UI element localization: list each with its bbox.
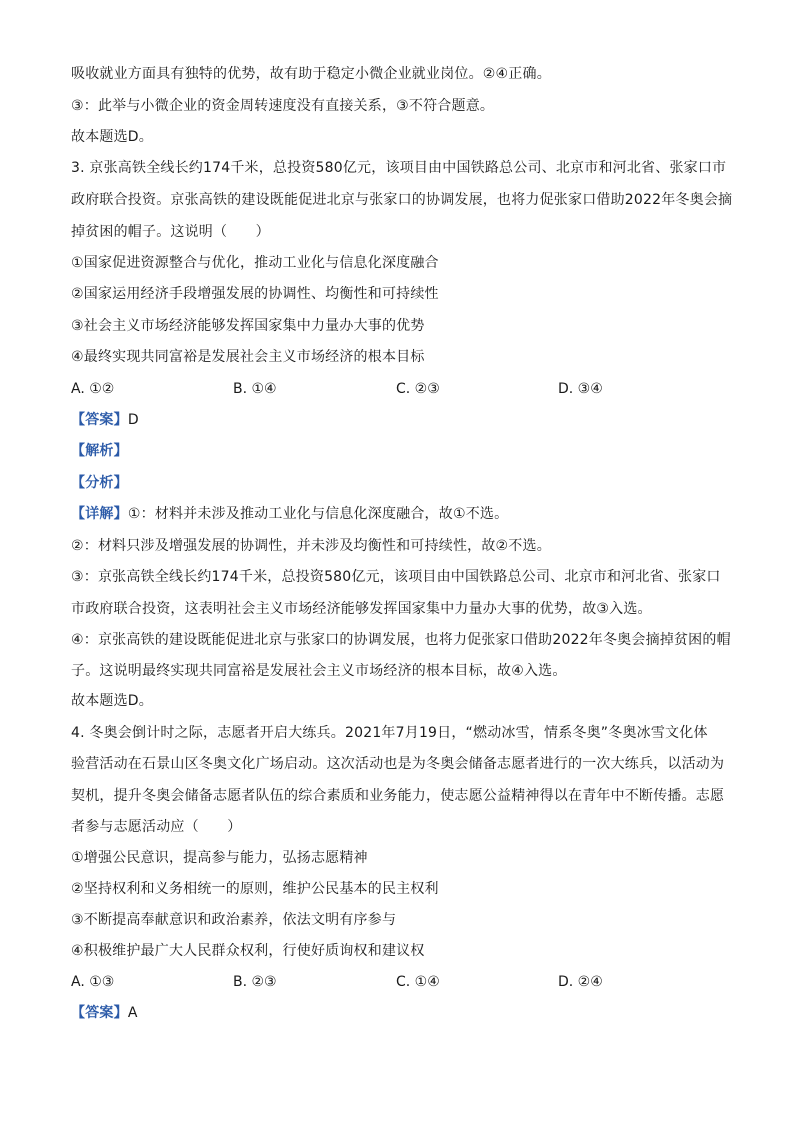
analysis-tag: 【解析】: [71, 443, 128, 459]
q4-options: [71, 972, 731, 992]
answer-tag: 【答案】: [71, 1005, 128, 1021]
q4-option-d: D. ②④: [558, 974, 603, 990]
intro-line: 吸收就业方面具有独特的优势，故有助于稳定小微企业就业岗位。②④正确。: [71, 66, 551, 82]
q3-stem-line: 3. 京张高铁全线长约174千米，总投资580亿元，该项目由中国铁路总公司、北京市和河北省、张家口市: [71, 160, 727, 176]
q4-option-b: B. ②③: [233, 974, 277, 990]
answer-value: A: [127, 1005, 138, 1021]
detail-tag: 【详解】: [71, 506, 128, 522]
q4-item: ②坚持权利和义务相统一的原则，维护公民基本的民主权利: [71, 881, 439, 897]
q3-analysis: [71, 441, 731, 461]
q4-item: ③不断提高奉献意识和政治素养，依法文明有序参与: [71, 912, 397, 928]
q3-item: ③社会主义市场经济能够发挥国家集中力量办大事的优势: [71, 318, 425, 334]
q3-detail-line: 市政府联合投资，这表明社会主义市场经济能够发挥国家集中力量办大事的优势，故③入选。: [71, 601, 652, 617]
answer-value: D: [127, 412, 139, 428]
q3-options: [71, 379, 731, 399]
q4-item: ①增强公民意识，提高参与能力，弘扬志愿精神: [71, 850, 368, 866]
q3-item: ①国家促进资源整合与优化，推动工业化与信息化深度融合: [71, 255, 439, 271]
q3-item: ②国家运用经济手段增强发展的协调性、均衡性和可持续性: [71, 286, 439, 302]
q4-stem-line: 验营活动在石景山区冬奥文化广场启动。这次活动也是为冬奥会储备志愿者进行的一次大练兵，以活动为: [71, 756, 725, 772]
q3-detail-line: ②：材料只涉及增强发展的协调性，并未涉及均衡性和可持续性，故②不选。: [71, 538, 551, 554]
q4-stem-line: 4. 冬奥会倒计时之际，志愿者开启大练兵。2021年7月19日，“燃动冰雪，情系冬奥”冬奥冰雪文化体: [71, 725, 708, 741]
q3-stem-line: 掉贫困的帽子。这说明（ ）: [71, 224, 270, 240]
q4-stem-line: 者参与志愿活动应（ ）: [71, 819, 242, 835]
q3-option-d: D. ③④: [558, 381, 603, 397]
q3-detail-line: [71, 504, 731, 524]
detail-text: ①：材料并未涉及推动工业化与信息化深度融合，故①不选。: [127, 506, 509, 522]
answer-tag: 【答案】: [71, 412, 128, 428]
q3-item: ④最终实现共同富裕是发展社会主义市场经济的根本目标: [71, 349, 425, 365]
q3-stem-line: 政府联合投资。京张高铁的建设既能促进北京与张家口的协调发展，也将力促张家口借助2022年冬奥会摘: [71, 192, 733, 208]
q3-detail-line: ④：京张高铁的建设既能促进北京与张家口的协调发展，也将力促张家口借助2022年冬奥会摘掉贫困的帽: [71, 632, 731, 648]
q4-option-a: A. ①③: [71, 974, 115, 990]
q3-detail-line: 子。这说明最终实现共同富裕是发展社会主义市场经济的根本目标，故④入选。: [71, 663, 567, 679]
intro-line: ③：此举与小微企业的资金周转速度没有直接关系，③不符合题意。: [71, 98, 495, 114]
q4-stem-line: 契机，提升冬奥会储备志愿者队伍的综合素质和业务能力，使志愿公益精神得以在青年中不断传播。志愿: [71, 788, 725, 804]
q3-fenxi: [71, 473, 731, 493]
q3-answer: [71, 410, 731, 430]
q3-detail-line: ③：京张高铁全线长约174千米，总投资580亿元，该项目由中国铁路总公司、北京市和河北省、张家口: [71, 569, 721, 585]
q3-option-b: B. ①④: [233, 381, 277, 397]
q4-item: ④积极维护最广大人民群众权利，行使好质询权和建议权: [71, 943, 425, 959]
q3-conclusion: 故本题选D。: [71, 693, 153, 709]
q4-option-c: C. ①④: [396, 974, 440, 990]
q3-option-c: C. ②③: [396, 381, 440, 397]
fenxi-tag: 【分析】: [71, 475, 128, 491]
q3-option-a: A. ①②: [71, 381, 115, 397]
q4-answer: [71, 1003, 731, 1023]
intro-line: 故本题选D。: [71, 129, 153, 145]
